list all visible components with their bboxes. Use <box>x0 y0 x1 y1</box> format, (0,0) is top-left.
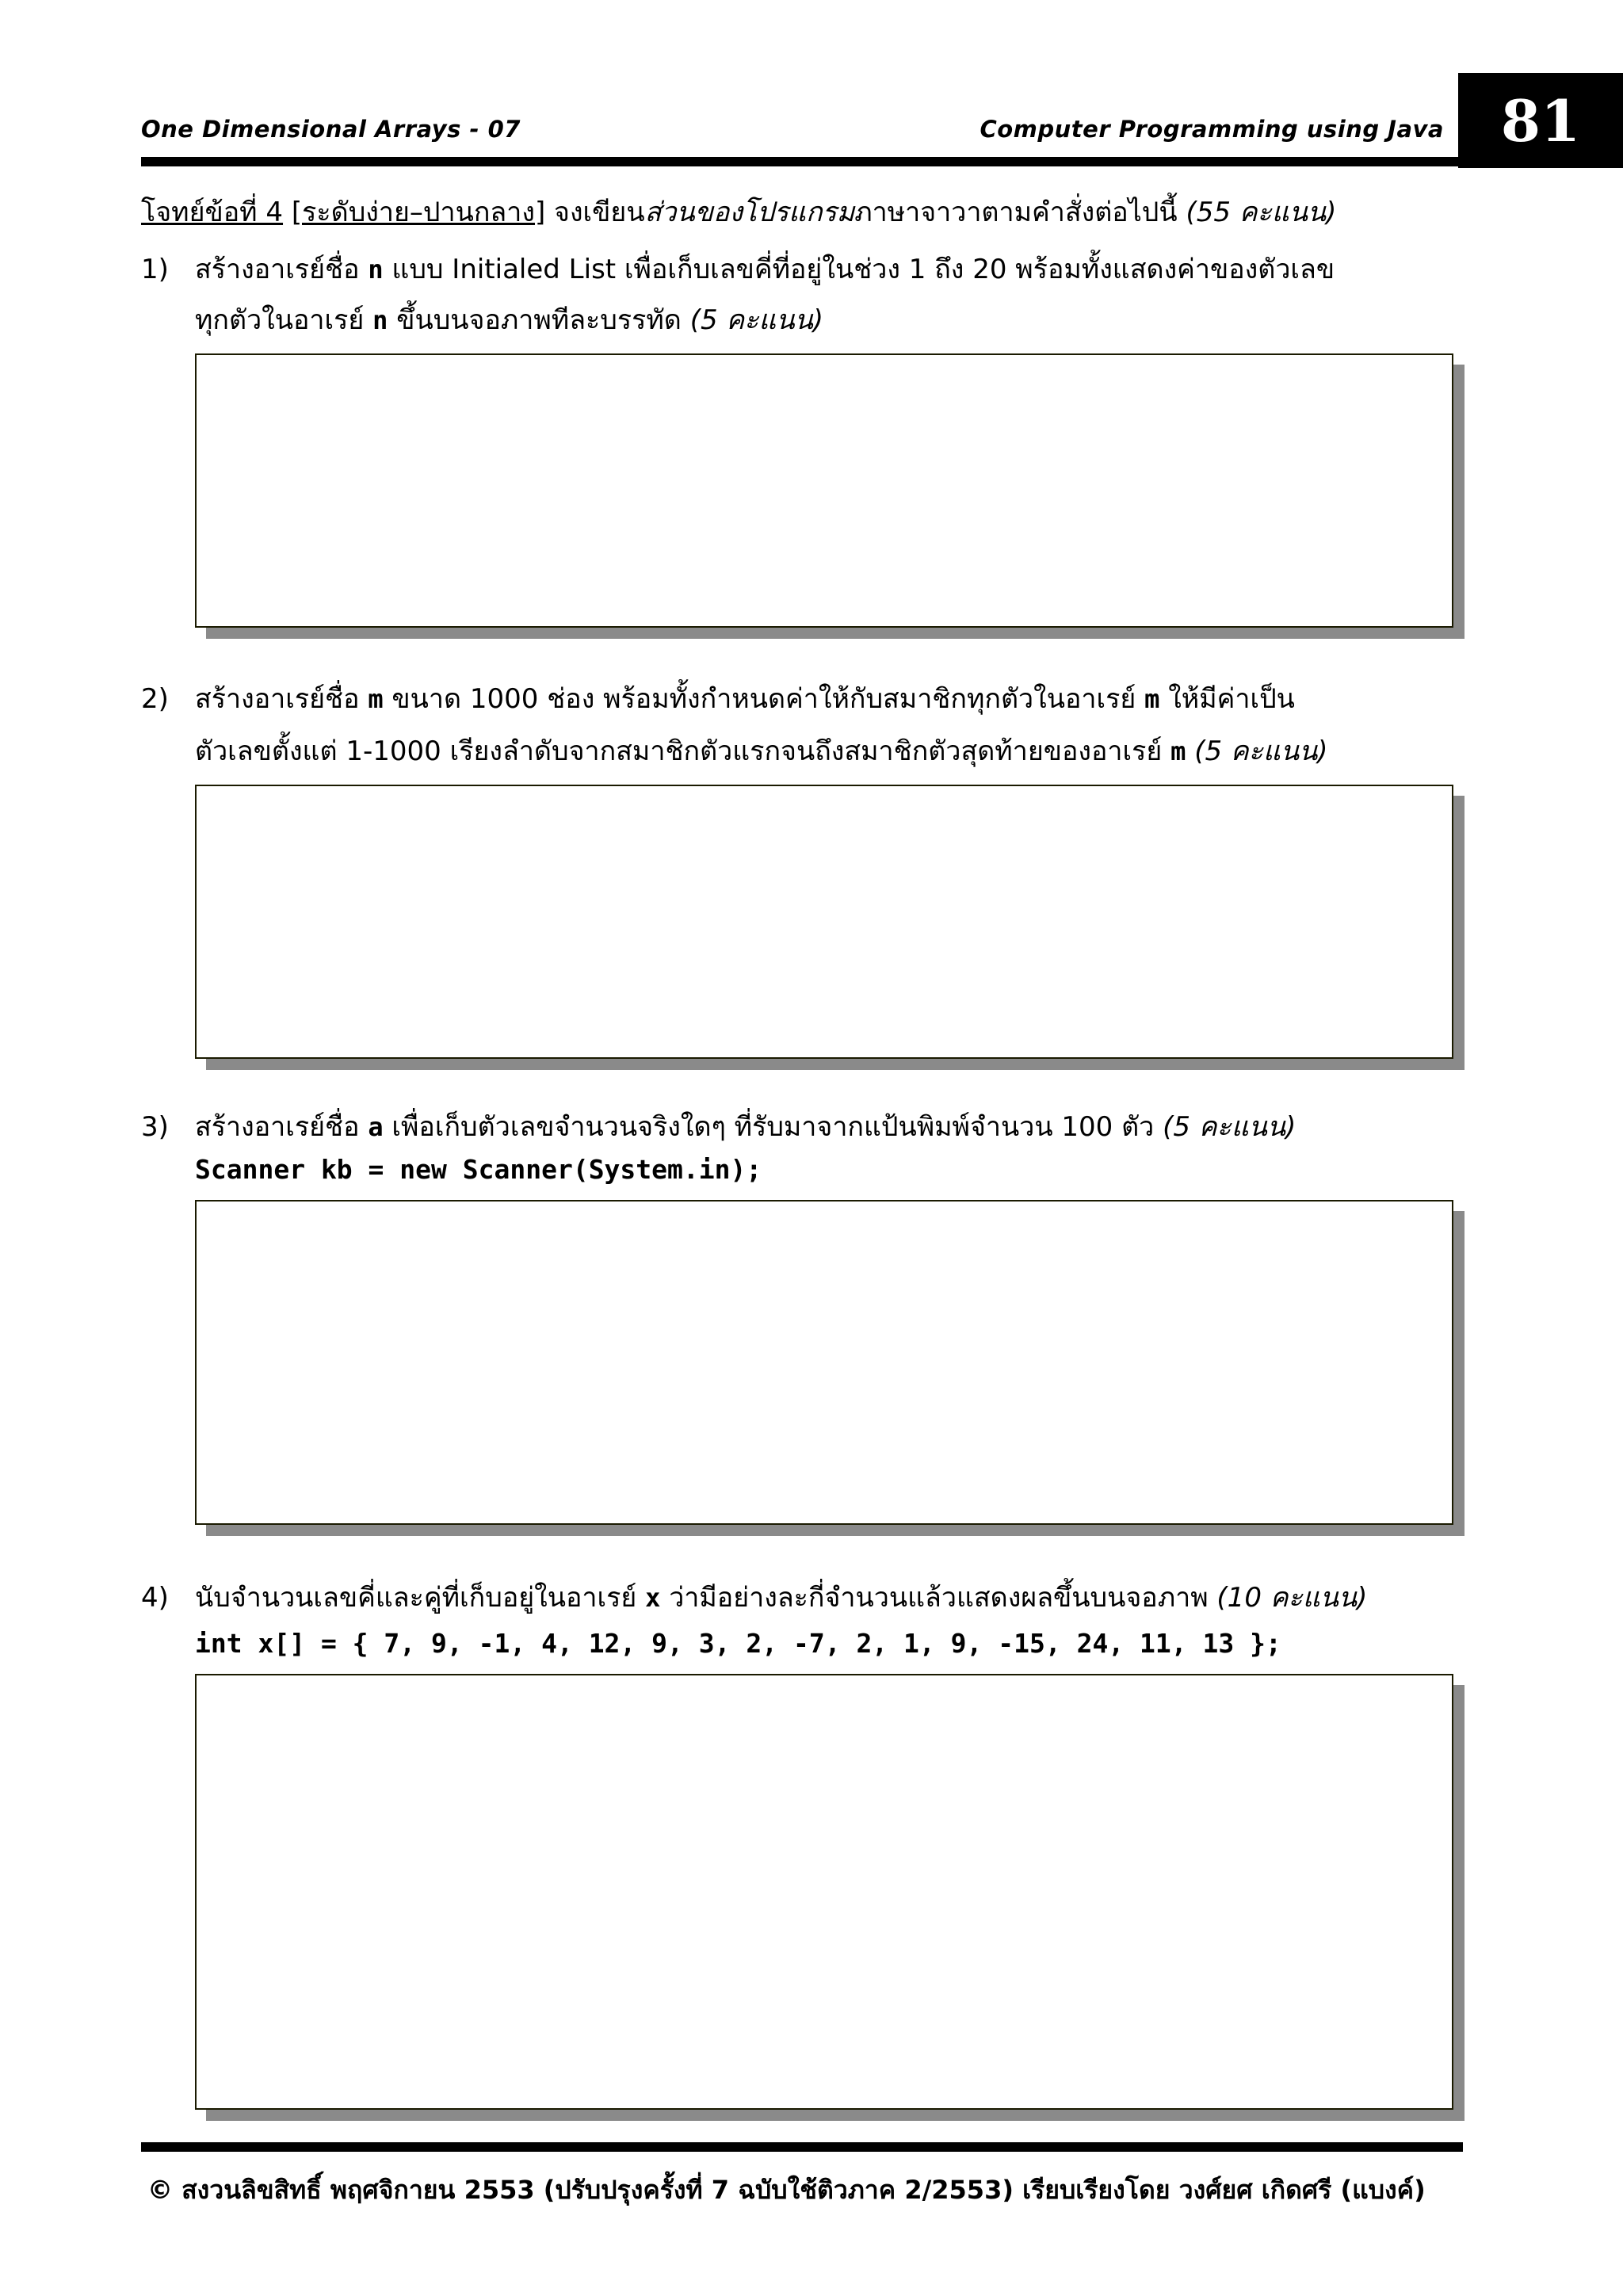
item-2-answer-box[interactable] <box>195 785 1453 1059</box>
item-3-code-a: a <box>368 1112 384 1142</box>
item-2-line-1 <box>195 682 1295 716</box>
item-1-text-c: ทุกตัวในอาเรย์ <box>195 304 373 336</box>
footer-rule <box>141 2142 1463 2152</box>
item-1-code-n: n <box>368 254 384 285</box>
item-1-text-d: ขึ้นบนจอภาพทีละบรรทัด <box>388 304 690 336</box>
item-1-answer-box[interactable] <box>195 353 1453 628</box>
item-2-code-m2: m <box>1144 684 1160 714</box>
item-3-number: 3) <box>141 1111 169 1143</box>
item-4-text-b: ว่ามีอย่างละกี่จำนวนแล้วแสดงผลขึ้นบนจอภาพ <box>660 1582 1217 1614</box>
footer-copyright: © สงวนลิขสิทธิ์ พฤศจิกายน 2553 (ปรับปรุงครั้งที่ 7 ฉบับใช้ติวภาค 2/2553) เรียบเรียงโดย วงศ์ยศ เกิดศรี (แบงค์) <box>147 2175 1426 2205</box>
item-2-points: (5 คะแนน) <box>1186 735 1328 767</box>
item-2-text-a: สร้างอาเรย์ชื่อ <box>195 683 369 715</box>
item-3-code-line: Scanner kb = new Scanner(System.in); <box>195 1154 762 1185</box>
item-3-text-a: สร้างอาเรย์ชื่อ <box>195 1111 369 1143</box>
item-3-text-b: เพื่อเก็บตัวเลขจำนวนจริงใดๆ ที่รับมาจากแป้นพิมพ์จำนวน 100 ตัว <box>383 1111 1163 1143</box>
header-chapter-title: One Dimensional Arrays - 07 <box>141 116 521 143</box>
item-2-line-2 <box>195 734 1328 769</box>
item-2-number: 2) <box>141 683 169 715</box>
problem-instruction-a: จงเขียน <box>545 197 645 228</box>
item-3-points: (5 คะแนน) <box>1163 1111 1296 1143</box>
item-4-answer-box[interactable] <box>195 1674 1453 2110</box>
item-1-text-b: แบบ Initialed List เพื่อเก็บเลขคี่ที่อยู่ในช่วง 1 ถึง 20 พร้อมทั้งแสดงค่าของตัวเลข <box>383 254 1335 285</box>
item-4-code-x: x <box>645 1583 661 1613</box>
problem-label: โจทย์ข้อที่ 4 <box>141 197 284 228</box>
item-4-line-1 <box>195 1580 1367 1615</box>
item-1-line-1 <box>195 252 1335 287</box>
header-rule <box>141 157 1458 166</box>
page-number: 81 <box>1458 73 1623 168</box>
item-2-text-b: ขนาด 1000 ช่อง พร้อมทั้งกำหนดค่าให้กับสมาชิกทุกตัวในอาเรย์ <box>383 683 1145 715</box>
item-2-text-d: ตัวเลขตั้งแต่ 1-1000 เรียงลำดับจากสมาชิกตัวแรกจนถึงสมาชิกตัวสุดท้ายของอาเรย์ <box>195 735 1171 767</box>
item-4-text-a: นับจำนวนเลขคี่และคู่ที่เก็บอยู่ในอาเรย์ <box>195 1582 646 1614</box>
item-1-code-n2: n <box>372 305 388 335</box>
item-2-code-m: m <box>368 684 384 714</box>
item-3-line-1 <box>195 1110 1296 1144</box>
item-4-number: 4) <box>141 1582 169 1614</box>
item-2-code-m3: m <box>1170 736 1186 766</box>
problem-instruction-em: ส่วนของโปรแกรม <box>644 197 855 228</box>
problem-instruction-b: ภาษาจาวาตามคำสั่งต่อไปนี้ <box>854 197 1186 228</box>
item-4-points: (10 คะแนน) <box>1216 1582 1368 1614</box>
item-4-code-line: int x[] = { 7, 9, -1, 4, 12, 9, 3, 2, -7, 2, 1, 9, -15, 24, 11, 13 }; <box>195 1628 1281 1659</box>
problem-points: (55 คะแนน) <box>1186 197 1337 228</box>
item-2-text-c: ให้มีค่าเป็น <box>1159 683 1295 715</box>
problem-heading <box>141 195 1336 230</box>
item-3-answer-box[interactable] <box>195 1200 1453 1525</box>
problem-level: [ระดับง่าย–ปานกลาง] <box>291 197 546 228</box>
item-1-points: (5 คะแนน) <box>689 304 824 336</box>
header-book-title: Computer Programming using Java <box>980 116 1444 143</box>
item-1-line-2 <box>195 303 823 338</box>
item-1-number: 1) <box>141 254 169 285</box>
item-1-text-a: สร้างอาเรย์ชื่อ <box>195 254 369 285</box>
